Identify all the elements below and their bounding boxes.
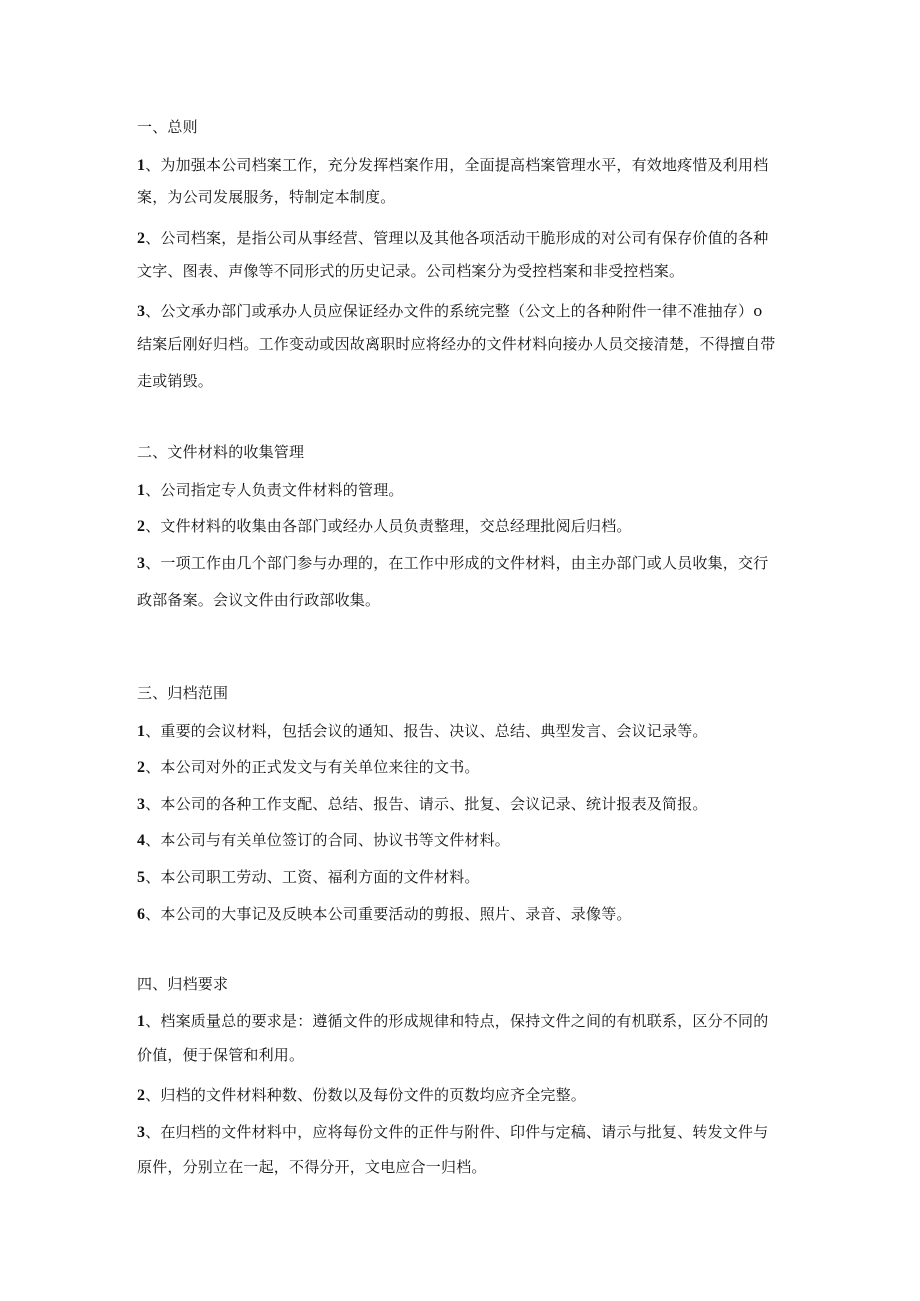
item-number: 1 (137, 157, 146, 174)
item-number: 6 (137, 906, 146, 923)
section-3-item-3 (137, 794, 708, 815)
section-1-item-2-line-2: 文字、图表、声像等不同形式的历史记录。公司档案分为受控档案和非受控档案。 (137, 262, 685, 280)
item-number: 5 (137, 869, 146, 886)
section-3-item-1 (137, 721, 708, 742)
item-number: 3 (137, 796, 146, 813)
item-text: 、一项工作由几个部门参与办理的，在工作中形成的文件材料，由主办部门或人员收集，交行 (145, 554, 769, 572)
section-2-item-1 (137, 480, 404, 501)
section-3-item-4 (137, 830, 510, 851)
section-4-item-1-line-1 (137, 1011, 768, 1032)
item-number: 4 (137, 832, 146, 849)
item-number: 2 (137, 1087, 146, 1104)
section-3-item-2 (137, 757, 480, 778)
section-4-item-2 (137, 1085, 586, 1106)
section-1-item-3-line-3: 走或销毁。 (137, 372, 214, 390)
section-1-item-1-line-2: 案，为公司发展服务，特制定本制度。 (137, 188, 396, 206)
item-text: 、归档的文件材料种数、份数以及每份文件的页数均应齐全完整。 (145, 1086, 587, 1104)
section-2-item-3-line-2: 政部备案。会议文件由行政部收集。 (137, 591, 381, 609)
item-text: 、公文承办部门或承办人员应保证经办文件的系统完整（公文上的各种附件一律不准抽存）o (145, 302, 763, 320)
item-number: 1 (137, 723, 146, 740)
section-4-heading: 四、归档要求 (137, 975, 229, 993)
section-4-item-1-line-2: 价值，便于保管和利用。 (137, 1046, 305, 1064)
item-text: 、本公司与有关单位签订的合同、协议书等文件材料。 (145, 831, 511, 849)
section-2-heading: 二、文件材料的收集管理 (137, 443, 305, 461)
item-text: 、本公司职工劳动、工资、福利方面的文件材料。 (145, 868, 480, 886)
item-text: 、文件材料的收集由各部门或经办人员负责整理，交总经理批阅后归档。 (145, 517, 632, 535)
item-text: 、在归档的文件材料中，应将每份文件的正件与附件、印件与定稿、请示与批复、转发文件与 (145, 1123, 769, 1141)
section-3-item-5 (137, 867, 480, 888)
item-number: 1 (137, 1013, 146, 1030)
item-number: 3 (137, 555, 146, 572)
section-4-item-3-line-1 (137, 1122, 768, 1143)
section-2-item-2 (137, 516, 632, 537)
item-text: 、公司指定专人负责文件材料的管理。 (145, 481, 404, 499)
item-text: 、本公司对外的正式发文与有关单位来往的文书。 (145, 758, 480, 776)
section-1-item-3-line-1 (137, 301, 762, 322)
item-text: 、为加强本公司档案工作，充分发挥档案作用，全面提高档案管理水平，有效地疼惜及利用档 (145, 156, 769, 174)
section-1-item-1-line-1 (137, 155, 768, 176)
section-4-item-3-line-2: 原件，分别立在一起，不得分开，文电应合一归档。 (137, 1158, 487, 1176)
section-1-heading: 一、总则 (137, 118, 198, 136)
section-3-item-6 (137, 904, 632, 925)
item-text: 、档案质量总的要求是：遵循文件的形成规律和特点，保持文件之间的有机联系，区分不同的 (145, 1012, 769, 1030)
item-number: 2 (137, 230, 146, 247)
item-number: 3 (137, 1124, 146, 1141)
section-3-heading: 三、归档范围 (137, 684, 229, 702)
item-number: 2 (137, 759, 146, 776)
section-2-item-3-line-1 (137, 553, 768, 574)
item-number: 2 (137, 518, 146, 535)
item-text: 、公司档案，是指公司从事经营、管理以及其他各项活动干脆形成的对公司有保存价值的各种 (145, 229, 769, 247)
section-1-item-3-line-2: 结案后刚好归档。工作变动或因故离职时应将经办的文件材料向接办人员交接清楚，不得擅自带 (137, 335, 776, 353)
section-1-item-2-line-1 (137, 228, 768, 249)
item-text: 、本公司的各种工作支配、总结、报告、请示、批复、会议记录、统计报表及简报。 (145, 795, 708, 813)
item-number: 3 (137, 303, 146, 320)
item-text: 、本公司的大事记及反映本公司重要活动的剪报、照片、录音、录像等。 (145, 905, 632, 923)
item-number: 1 (137, 482, 146, 499)
item-text: 、重要的会议材料，包括会议的通知、报告、决议、总结、典型发言、会议记录等。 (145, 722, 708, 740)
